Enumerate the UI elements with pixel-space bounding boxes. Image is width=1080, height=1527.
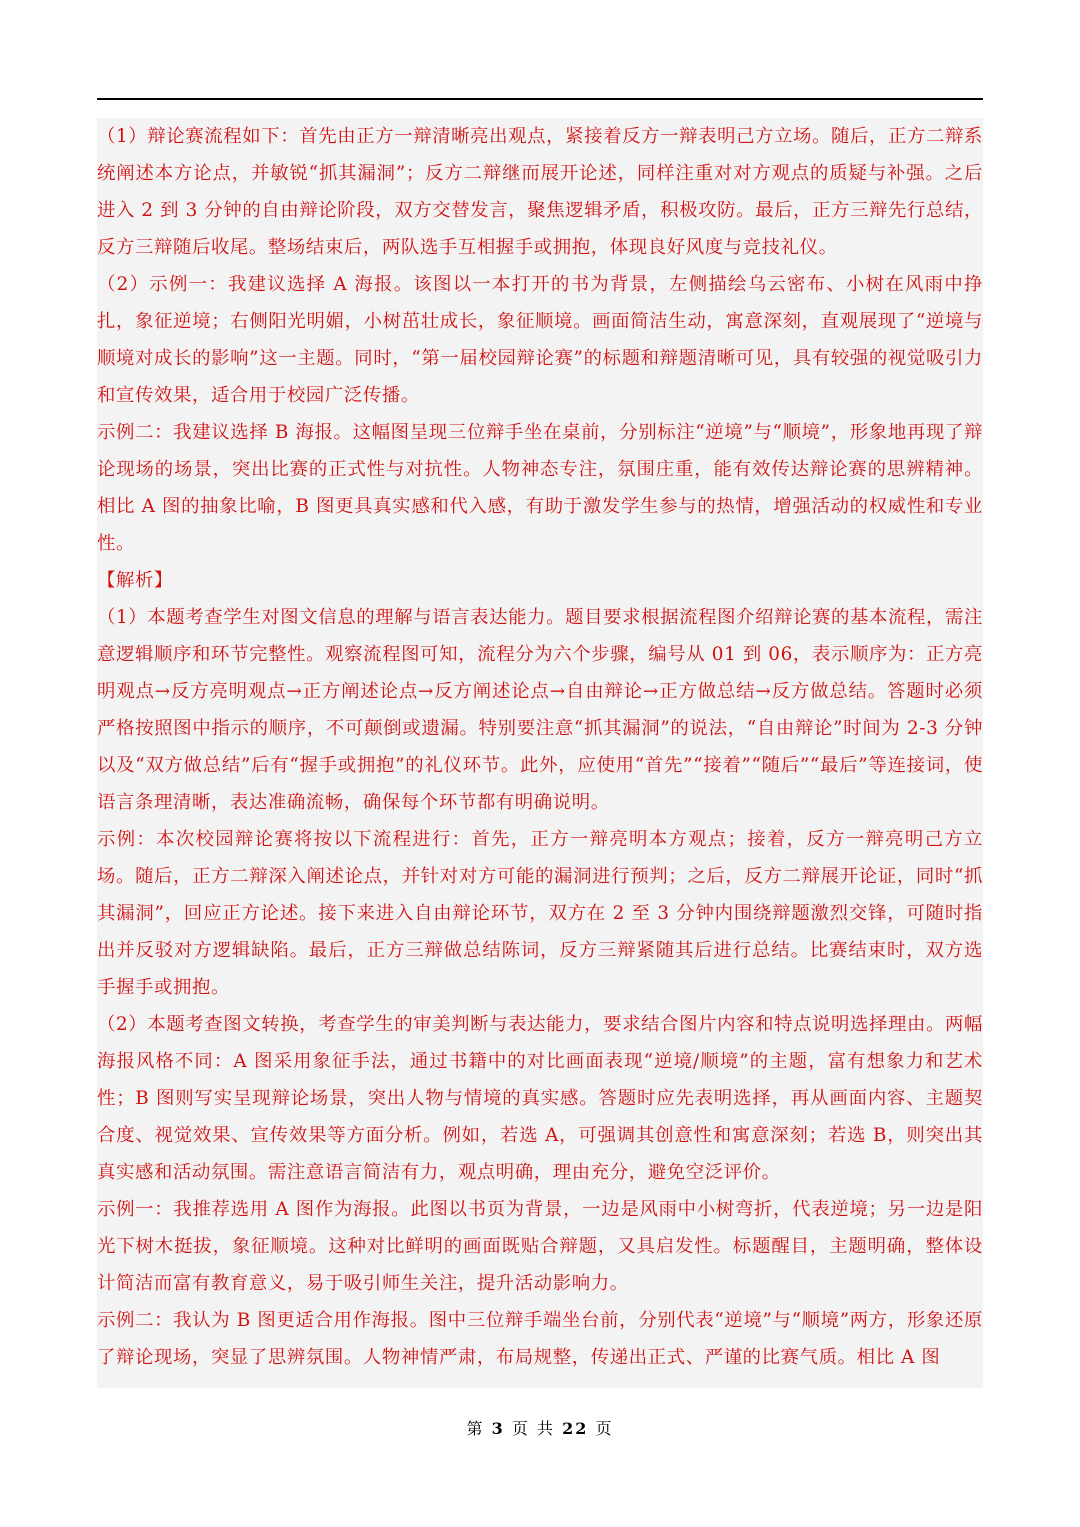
- analysis-label: 【解析】: [97, 570, 173, 591]
- footer-current-page: 3: [491, 1419, 505, 1438]
- analysis-paragraph-3: （2）本题考查图文转换，考查学生的审美判断与表达能力，要求结合图片内容和特点说明选择理由。两幅海报风格不同：A 图采用象征手法，通过书籍中的对比画面表现“逆境/顺境”的主题，富有想象力和艺术性；B 图则写实呈现辩论场景，突出人物与情境的真实感。答题时应先表明选择，再从画面内容、主题契合度、视觉效果、宣传效果等方面分析。例如，若选 A，可强调其创意性和寓意深刻；若选 B，则突出其真实感和活动氛围。需注意语言简洁有力，观点明确，理由充分，避免空泛评价。: [97, 1014, 983, 1183]
- answer-paragraph-1: （1）辩论赛流程如下：首先由正方一辩清晰亮出观点，紧接着反方一辩表明己方立场。随后，正方二辩系统阐述本方论点，并敏锐“抓其漏洞”；反方二辩继而展开论述，同样注重对对方观点的质疑与补强。之后进入 2 到 3 分钟的自由辩论阶段，双方交替发言，聚焦逻辑矛盾，积极攻防。最后，正方三辩先行总结，反方三辩随后收尾。整场结束后，两队选手互相握手或拥抱，体现良好风度与竞技礼仪。: [97, 126, 983, 258]
- analysis-paragraph-2: 示例：本次校园辩论赛将按以下流程进行：首先，正方一辩亮明本方观点；接着，反方一辩亮明己方立场。随后，正方二辩深入阐述论点，并针对对方可能的漏洞进行预判；之后，反方二辩展开论证，同时“抓其漏洞”，回应正方论述。接下来进入自由辩论环节，双方在 2 至 3 分钟内围绕辩题激烈交锋，可随时指出并反驳对方逻辑缺陷。最后，正方三辩做总结陈词，反方三辩紧随其后进行总结。比赛结束时，双方选手握手或拥抱。: [97, 829, 983, 998]
- answer-content: [97, 118, 983, 1388]
- footer-total-pages: 22: [562, 1419, 589, 1438]
- header-rule: [97, 98, 983, 100]
- answer-paragraph-3: 示例二：我建议选择 B 海报。这幅图呈现三位辩手坐在桌前，分别标注“逆境”与“顺境”，形象地再现了辩论现场的场景，突出比赛的正式性与对抗性。人物神态专注，氛围庄重，能有效传达辩论赛的思辨精神。相比 A 图的抽象比喻，B 图更具真实感和代入感，有助于激发学生参与的热情，增强活动的权威性和专业性。: [97, 422, 983, 554]
- footer-prefix: 第: [466, 1419, 485, 1438]
- analysis-paragraph-5: 示例二：我认为 B 图更适合用作海报。图中三位辩手端坐台前，分别代表“逆境”与“顺境”两方，形象还原了辩论现场，突显了思辨氛围。人物神情严肃，布局规整，传递出正式、严谨的比赛气质。相比 A 图: [97, 1310, 983, 1368]
- analysis-paragraph-1: （1）本题考查学生对图文信息的理解与语言表达能力。题目要求根据流程图介绍辩论赛的基本流程，需注意逻辑顺序和环节完整性。观察流程图可知，流程分为六个步骤，编号从 01 到 06，表示顺序为：正方亮明观点→反方亮明观点→正方阐述论点→反方阐述论点→自由辩论→正方做总结→反方做总结。答题时必须严格按照图中指示的顺序，不可颠倒或遗漏。特别要注意“抓其漏洞”的说法，“自由辩论”时间为 2-3 分钟以及“双方做总结”后有“握手或拥抱”的礼仪环节。此外，应使用“首先”“接着”“随后”“最后”等连接词，使语言条理清晰，表达准确流畅，确保每个环节都有明确说明。: [97, 607, 983, 813]
- answer-paragraph-2: （2）示例一：我建议选择 A 海报。该图以一本打开的书为背景，左侧描绘乌云密布、小树在风雨中挣扎，象征逆境；右侧阳光明媚，小树茁壮成长，象征顺境。画面简洁生动，寓意深刻，直观展现了“逆境与顺境对成长的影响”这一主题。同时，“第一届校园辩论赛”的标题和辩题清晰可见，具有较强的视觉吸引力和宣传效果，适合用于校园广泛传播。: [97, 274, 983, 406]
- page-footer: [0, 1416, 1080, 1439]
- footer-middle: 页 共: [511, 1419, 555, 1438]
- footer-suffix: 页: [595, 1419, 614, 1438]
- analysis-paragraph-4: 示例一：我推荐选用 A 图作为海报。此图以书页为背景，一边是风雨中小树弯折，代表逆境；另一边是阳光下树木挺拔，象征顺境。这种对比鲜明的画面既贴合辩题，又具启发性。标题醒目，主题明确，整体设计简洁而富有教育意义，易于吸引师生关注，提升活动影响力。: [97, 1199, 983, 1294]
